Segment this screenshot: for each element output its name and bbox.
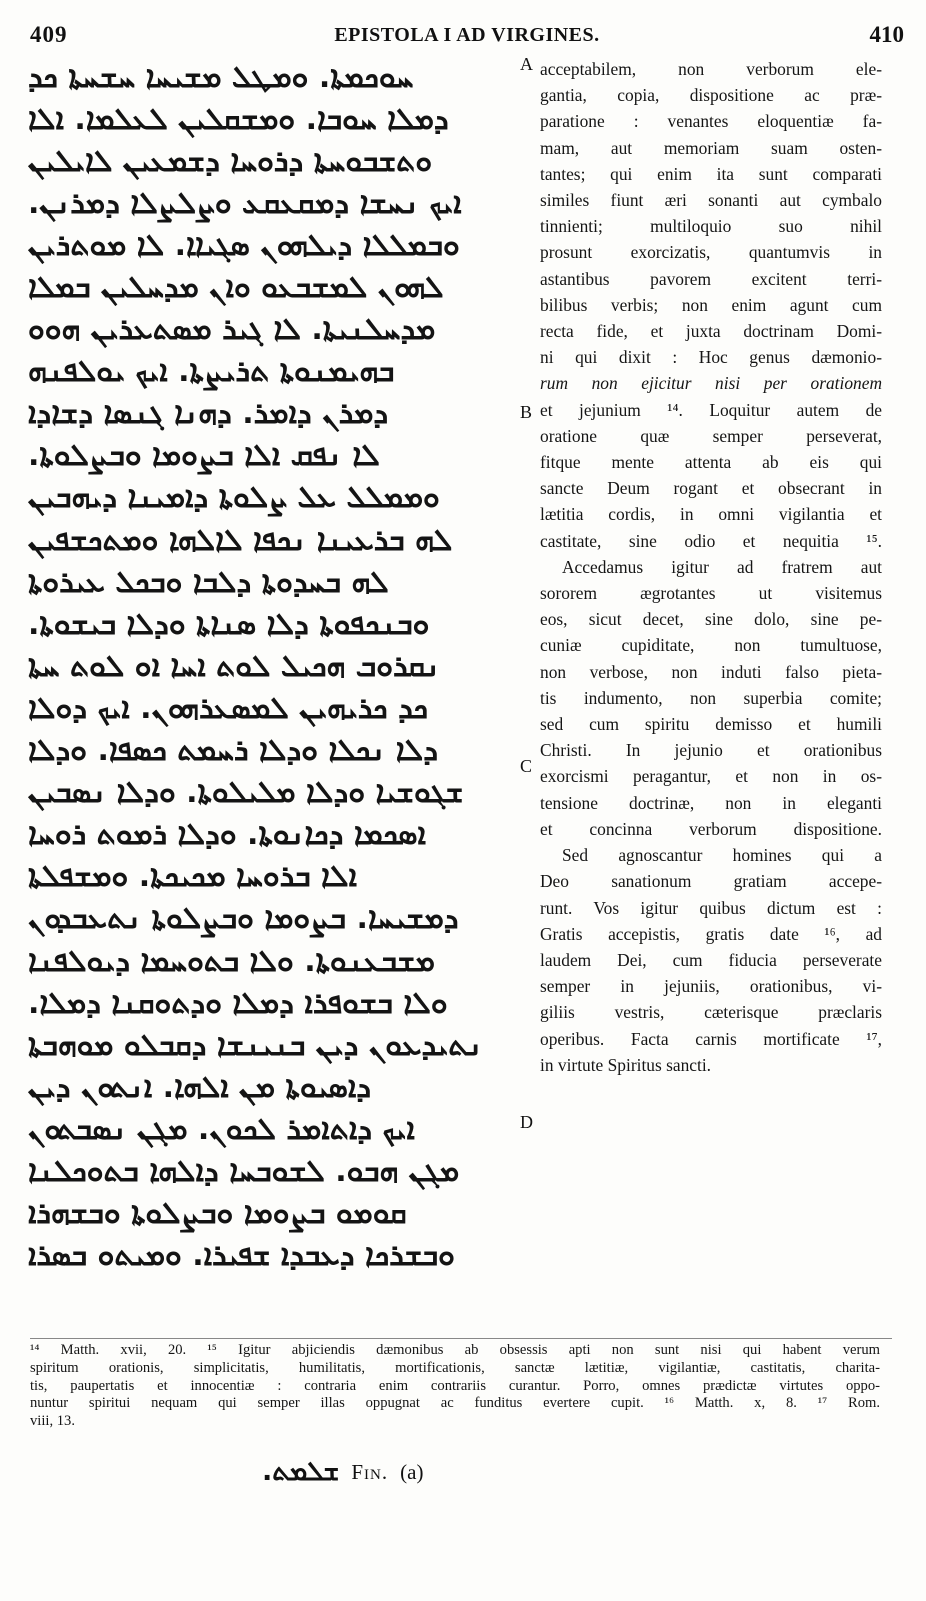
finis-latin: Fin. — [351, 1459, 389, 1484]
latin-line: exorcismi peragantur, et non in os- — [540, 766, 882, 787]
latin-line: operibus. Facta carnis mortificate ¹⁷, — [540, 1028, 882, 1049]
syriac-line: ܘܒܢܟܦܘܬܐ ܕܠܐ ܣܢܐܬܐ ܘܕܠܐ ܒܝܫܘܬܐ. — [28, 606, 430, 642]
footnote-line: ¹⁴ Matth. xvii, 20. ¹⁵ Igitur abjiciendis dæmonibus ab obsessis apti non sunt nisi qui habent verum — [30, 1342, 880, 1358]
latin-line: tinnienti; multiloquio suo nihil — [540, 216, 882, 237]
syriac-line: ܠܗ ܒܪܥܝܢܐ ܢܟܦܐ ܠܐܠܗܐ ܘܡܬܟܫܦܝܢ — [28, 522, 453, 558]
syriac-line: ܕܐܣܝܘܬܐ ܡܢ ܐܠܗܐ. ܐܢܬܘܢ ܕܝܢ — [28, 1069, 372, 1105]
syriac-text-column — [28, 56, 516, 1326]
latin-line: mam, aut memoriam suam osten- — [540, 137, 882, 158]
footnote-line: spiritum orationis, simplicitatis, humilitatis, mortificationis, sanctæ lætitiæ, vigilantiæ, castitatis, charita- — [30, 1359, 880, 1376]
latin-line: gantia, copia, dispositione ac præ- — [540, 85, 882, 106]
syriac-line: ܕܡܫܝܚܐ. ܒܨܘܡܐ ܘܒܨܠܘܬܐ ܢܬܥܒܕܘܢ — [28, 901, 459, 937]
latin-line: laudem Dei, cum fiducia perseverate — [540, 949, 882, 970]
latin-line: Deo sanationum gratiam accepe- — [540, 871, 882, 892]
footnote-line: viii, 13. — [30, 1413, 75, 1430]
latin-line: Gratis accepistis, gratis date ¹⁶, ad — [540, 923, 882, 944]
margin-letter-d: D — [520, 1112, 533, 1132]
syriac-line: ܐܠܐ ܒܪܘܚܐ ܡܟܝܟܬܐ. ܘܡܫܦܠܬܐ — [28, 859, 357, 895]
latin-line: et jejunium ¹⁴. Loquitur autem de — [540, 399, 882, 420]
latin-line: tantes; qui enim ita sunt comparati — [540, 163, 882, 184]
syriac-line: ܐܣܟܡܐ ܕܟܐܢܘܬܐ. ܘܕܠܐ ܪܡܘܬ ܪܘܚܐ — [28, 817, 426, 853]
syriac-line: ܘܒܡܠܠܐ ܕܝܠܗܘܢ ܣܓܝܐܐ. ܠܐ ܡܘܬܪܝܢ — [28, 227, 460, 263]
finis-note-marker: (a) — [400, 1459, 424, 1484]
syriac-line: ܕܡܪܢ ܕܐܡܪ. ܕܗܢܐ ܓܢܣܐ ܕܫܐܕܐ — [28, 396, 389, 432]
syriac-line: ܘܠܐ ܒܫܘܦܪܐ ܕܡܠܐ ܘܕܬܘܩܢܐ ܕܡܠܐ. — [28, 985, 448, 1021]
latin-line: ni qui dixit : Hoc genus dæmonio- — [540, 347, 882, 368]
syriac-line: ܟܕ ܟܪܝܗܝܢ ܠܡܣܥܪܗܘܢ. ܐܝܟ ܕܘܠܐ — [28, 690, 428, 726]
latin-line: giliis vestris, cæterisque præclaris — [540, 1002, 882, 1023]
latin-line: Accedamus igitur ad fratrem aut — [562, 556, 882, 577]
latin-line: Christi. In jejunio et orationibus — [540, 740, 882, 761]
margin-letter-a: A — [520, 54, 533, 74]
latin-line: lætitia cordis, in omni vigilantia et — [540, 504, 882, 525]
finis-syriac: ܫܠܡܬ. — [262, 1456, 340, 1487]
latin-line: similes fiunt æri sonanti aut cymbalo — [540, 190, 882, 211]
margin-letter-c: C — [520, 756, 533, 776]
syriac-line: ܚܘܟܡܬܐ. ܘܡܛܠ ܡܫܝܚܐ ܚܫܚܬܐ ܟܕ — [28, 59, 414, 95]
running-title: EPISTOLA I AD VIRGINES. — [334, 24, 600, 46]
latin-line: et concinna verborum dispositione. — [540, 818, 882, 839]
margin-letters — [518, 56, 538, 1326]
syriac-line: ܢܬܝܕܥܘܢ ܕܝܢ ܒܢܝܢܫܐ ܕܩܒܠܘ ܡܘܗܒܬܐ — [28, 1027, 483, 1063]
latin-line: tis indumento, non superbia comite; — [540, 687, 882, 708]
latin-line: astantibus pavorem excitent terri- — [540, 268, 882, 289]
latin-line: bilibus verbis; non enim agunt cum — [540, 294, 882, 315]
latin-line: acceptabilem, non verborum ele- — [540, 59, 882, 79]
syriac-line: ܢܩܪܘܒ ܗܟܝܠ ܠܘܬ ܐܚܐ ܐܘ ܠܘܬ ܚܬܐ — [28, 648, 440, 684]
latin-line: sancte Deum rogant et obsecrant in — [540, 478, 882, 499]
page-header — [30, 18, 904, 52]
syriac-line: ܘܡܡܠܠ ܥܠ ܨܠܘܬܐ ܕܐܡܝܢܐ ܕܝܗܒܝܢ — [28, 480, 440, 516]
syriac-line: ܡܫܒܥܢܘܬܐ. ܘܠܐ ܒܬܘܚܡܐ ܕܝܘܠܦܢܐ — [28, 943, 435, 979]
syriac-line: ܡܓܢ ܗܒܘ. ܠܫܘܒܚܐ ܕܐܠܗܐ ܒܬܘܟܠܢܐ — [28, 1153, 460, 1189]
syriac-line: ܒܗܝܡܢܘܬܐ ܬܪܝܨܬܐ. ܐܝܟ ܝܘܠܦܢܗ — [28, 354, 395, 390]
footnotes — [30, 1342, 880, 1431]
latin-text-column — [540, 56, 882, 1078]
syriac-line: ܕܠܐ ܢܟܠܐ ܘܕܠܐ ܪܚܡܬ ܟܣܦܐ. ܘܕܠܐ — [28, 733, 439, 769]
latin-line-italic: rum non ejicitur nisi per orationem — [540, 373, 882, 394]
syriac-line: ܘܬܫܒܘܚܬܐ ܕܪܘܚܐ ܕܫܡܥܝܢ ܠܐܝܠܝܢ — [28, 143, 433, 179]
syriac-line: ܠܐ ܢܦܩ ܐܠܐ ܒܨܘܡܐ ܘܒܨܠܘܬܐ. — [28, 438, 380, 474]
syriac-line: ܠܗ ܒܚܕܘܬܐ ܕܠܒܐ ܘܒܟܠ ܥܝܪܘܬܐ — [28, 564, 389, 600]
syriac-line: ܡܕܚܠܢܝܬܐ. ܠܐ ܓܝܪ ܡܣܬܥܪܝܢ ܗܘܘ — [28, 312, 436, 348]
syriac-line: ܐܝܟ ܢܚܫܐ ܕܡܩܥܩܥ ܘܨܠܨܠܐ ܕܡܪܢܢ. — [28, 185, 462, 221]
latin-line: castitate, sine odio et nequitia ¹⁵. — [540, 530, 882, 551]
syriac-line: ܐܝܟ ܕܐܬܐܡܪ ܠܟܘܢ. ܡܓܢ ܢܣܒܬܘܢ — [28, 1111, 415, 1147]
footnote-line: tis, paupertatis et innocentiæ : contraria enim contrariis curantur. Porro, omnes prædictæ virtutes oppo- — [30, 1377, 880, 1394]
latin-line: semper in jejuniis, orationibus, vi- — [540, 976, 882, 997]
syriac-line: ܩܘܡܘ ܒܨܘܡܐ ܘܒܨܠܘܬܐ ܘܒܫܗܪܐ — [28, 1196, 407, 1232]
footnote-line: nuntur spiritui nequam qui semper illas oppugnat ac funditus evertere cupit. ¹⁶ Matth. x, 8. ¹⁷ Rom. — [30, 1395, 880, 1412]
latin-line: non verbose, non induti falso pieta- — [540, 661, 882, 682]
latin-line: Sed agnoscantur homines qui a — [562, 845, 882, 866]
latin-line: eos, sicut decet, sine dolo, sine pe- — [540, 609, 882, 630]
footnote-divider — [30, 1338, 892, 1339]
latin-line: tensione doctrinæ, non in eleganti — [540, 792, 882, 813]
syriac-line: ܘܒܫܪܟܐ ܕܥܒܕܐ ܫܦܝܪܐ. ܘܡܝܬܘ ܒܣܪܐ — [28, 1238, 455, 1274]
syriac-line: ܕܡܠܐ ܚܘܒܐ. ܘܡܫܩܠܝܢ ܠܥܠܡܐ. ܐܠܐ — [28, 101, 449, 137]
syriac-line: ܫܓܘܫܝܐ ܘܕܠܐ ܡܠܝܠܘܬܐ. ܘܕܠܐ ܢܣܒܝܢ — [28, 775, 464, 811]
syriac-line: ܠܗܘܢ ܠܡܫܒܥܘ ܘܐܢ ܡܕܚܠܝܢ ܒܡܠܐ — [28, 270, 444, 306]
latin-line: in virtute Spiritus sancti. — [540, 1054, 711, 1075]
latin-line: oratione quæ semper perseverat, — [540, 425, 882, 446]
finis-line — [262, 1452, 423, 1492]
margin-letter-b: B — [520, 402, 533, 422]
right-page-number: 410 — [869, 22, 904, 47]
latin-line: recta fide, et juxta doctrinam Domi- — [540, 321, 882, 342]
latin-line: prosunt exorcizatis, quantumvis in — [540, 242, 882, 263]
latin-line: paratione : venantes eloquentiæ fa- — [540, 111, 882, 132]
latin-line: cuniæ cupiditate, non tumultuose, — [540, 635, 882, 656]
left-page-number: 409 — [30, 22, 68, 47]
latin-line: sed cum spiritu demisso et humili — [540, 714, 882, 735]
latin-line: runt. Vos igitur quibus dictum est : — [540, 897, 882, 918]
latin-line: sororem ægrotantes ut visitemus — [540, 583, 882, 604]
latin-line: fitque mente attenta ab eis qui — [540, 452, 882, 473]
